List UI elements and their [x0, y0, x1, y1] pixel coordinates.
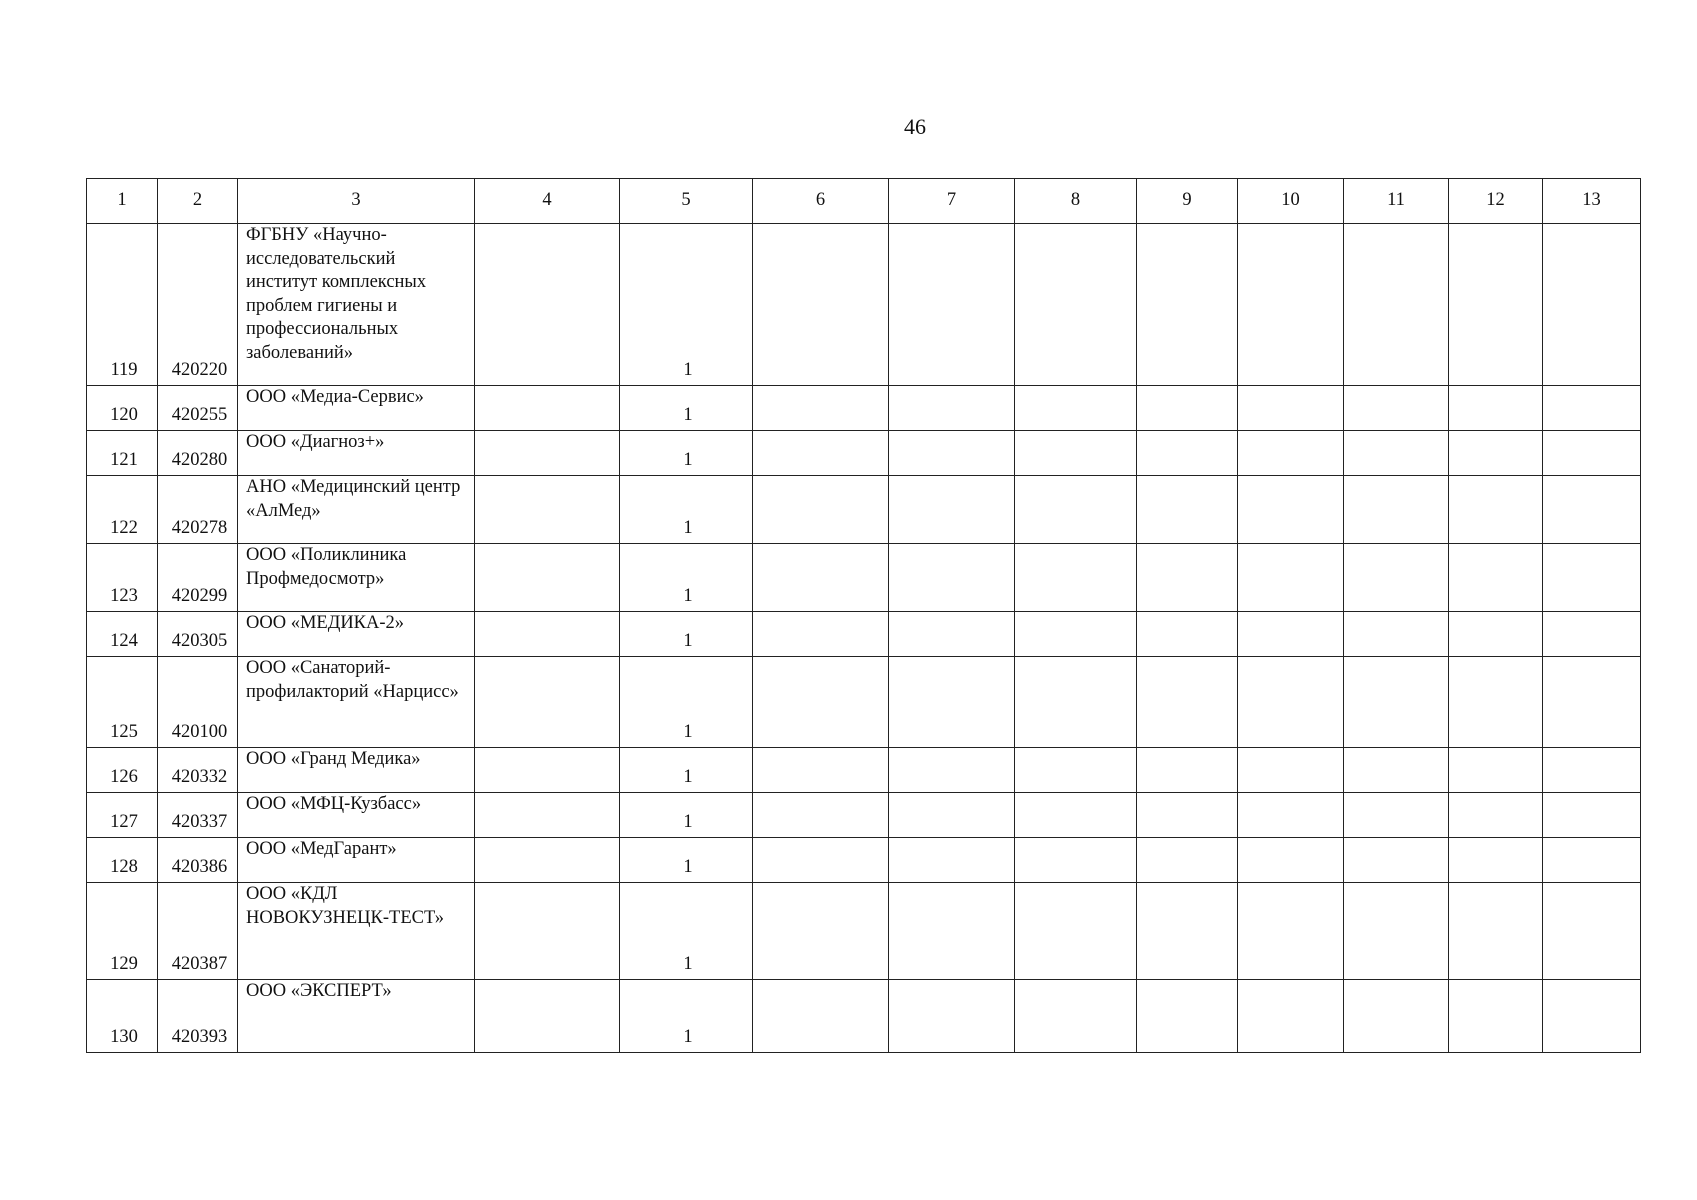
- count-value: 1: [620, 476, 753, 544]
- empty-cell: [889, 224, 1015, 386]
- count-value: 1: [620, 793, 753, 838]
- org-name: ООО «Санаторий-профилакторий «Нарцисс»: [238, 657, 475, 748]
- org-code: 420100: [158, 657, 238, 748]
- column-header: 8: [1015, 179, 1137, 224]
- empty-cell: [1015, 476, 1137, 544]
- empty-cell: [475, 980, 620, 1053]
- org-code: 420386: [158, 838, 238, 883]
- empty-cell: [1543, 476, 1641, 544]
- row-number: 128: [87, 838, 158, 883]
- empty-cell: [1015, 980, 1137, 1053]
- table-row: [87, 657, 1641, 748]
- empty-cell: [1449, 793, 1543, 838]
- org-code: 420220: [158, 224, 238, 386]
- empty-cell: [1344, 980, 1449, 1053]
- row-number: 129: [87, 883, 158, 980]
- table-row: [87, 476, 1641, 544]
- table-row: [87, 544, 1641, 612]
- empty-cell: [1543, 838, 1641, 883]
- empty-cell: [889, 431, 1015, 476]
- org-name: ООО «Поликлиника Профмедосмотр»: [238, 544, 475, 612]
- org-name: ООО «КДЛ НОВОКУЗНЕЦК-ТЕСТ»: [238, 883, 475, 980]
- table-header-row: [87, 179, 1641, 224]
- count-value: 1: [620, 657, 753, 748]
- org-name: ООО «Медиа-Сервис»: [238, 386, 475, 431]
- row-number: 130: [87, 980, 158, 1053]
- empty-cell: [753, 980, 889, 1053]
- column-header: 11: [1344, 179, 1449, 224]
- org-name: ООО «ЭКСПЕРТ»: [238, 980, 475, 1053]
- empty-cell: [753, 612, 889, 657]
- empty-cell: [1449, 748, 1543, 793]
- column-header: 13: [1543, 179, 1641, 224]
- org-name: ООО «МЕДИКА-2»: [238, 612, 475, 657]
- empty-cell: [1137, 431, 1238, 476]
- empty-cell: [889, 748, 1015, 793]
- data-table: [86, 178, 1641, 1053]
- empty-cell: [475, 793, 620, 838]
- empty-cell: [1238, 476, 1344, 544]
- page-number: 46: [904, 114, 926, 139]
- empty-cell: [1543, 431, 1641, 476]
- empty-cell: [1015, 386, 1137, 431]
- row-number: 125: [87, 657, 158, 748]
- row-number: 126: [87, 748, 158, 793]
- org-code: 420299: [158, 544, 238, 612]
- empty-cell: [1015, 431, 1137, 476]
- empty-cell: [1344, 748, 1449, 793]
- empty-cell: [1015, 224, 1137, 386]
- empty-cell: [1344, 657, 1449, 748]
- empty-cell: [1449, 386, 1543, 431]
- empty-cell: [475, 224, 620, 386]
- count-value: 1: [620, 224, 753, 386]
- table-row: [87, 980, 1641, 1053]
- empty-cell: [889, 476, 1015, 544]
- org-name: ООО «МФЦ-Кузбасс»: [238, 793, 475, 838]
- empty-cell: [1015, 793, 1137, 838]
- column-header: 5: [620, 179, 753, 224]
- table-row: [87, 386, 1641, 431]
- empty-cell: [1543, 883, 1641, 980]
- org-name: ФГБНУ «Научно-исследовательский институт комплексных проблем гигиены и профессиональных заболеваний»: [238, 224, 475, 386]
- row-number: 119: [87, 224, 158, 386]
- org-code: 420278: [158, 476, 238, 544]
- org-name: АНО «Медицинский центр «АлМед»: [238, 476, 475, 544]
- empty-cell: [1137, 980, 1238, 1053]
- empty-cell: [1344, 544, 1449, 612]
- empty-cell: [475, 748, 620, 793]
- empty-cell: [1543, 657, 1641, 748]
- empty-cell: [1137, 793, 1238, 838]
- org-code: 420305: [158, 612, 238, 657]
- empty-cell: [1449, 838, 1543, 883]
- empty-cell: [1137, 386, 1238, 431]
- column-header: 1: [87, 179, 158, 224]
- table-row: [87, 883, 1641, 980]
- org-code: 420337: [158, 793, 238, 838]
- empty-cell: [889, 883, 1015, 980]
- row-number: 123: [87, 544, 158, 612]
- empty-cell: [1137, 748, 1238, 793]
- empty-cell: [1543, 793, 1641, 838]
- empty-cell: [753, 476, 889, 544]
- empty-cell: [1238, 980, 1344, 1053]
- empty-cell: [1449, 476, 1543, 544]
- empty-cell: [1015, 883, 1137, 980]
- empty-cell: [475, 883, 620, 980]
- empty-cell: [753, 544, 889, 612]
- empty-cell: [1344, 883, 1449, 980]
- empty-cell: [753, 748, 889, 793]
- count-value: 1: [620, 386, 753, 431]
- empty-cell: [1238, 838, 1344, 883]
- empty-cell: [1137, 476, 1238, 544]
- empty-cell: [1238, 612, 1344, 657]
- empty-cell: [1344, 838, 1449, 883]
- count-value: 1: [620, 883, 753, 980]
- empty-cell: [889, 544, 1015, 612]
- empty-cell: [753, 838, 889, 883]
- empty-cell: [1015, 612, 1137, 657]
- table-row: [87, 224, 1641, 386]
- empty-cell: [753, 224, 889, 386]
- empty-cell: [1238, 657, 1344, 748]
- empty-cell: [1449, 224, 1543, 386]
- count-value: 1: [620, 748, 753, 793]
- count-value: 1: [620, 980, 753, 1053]
- empty-cell: [1238, 544, 1344, 612]
- org-name: ООО «Гранд Медика»: [238, 748, 475, 793]
- empty-cell: [1238, 224, 1344, 386]
- empty-cell: [1344, 476, 1449, 544]
- empty-cell: [1238, 431, 1344, 476]
- column-header: 6: [753, 179, 889, 224]
- empty-cell: [889, 612, 1015, 657]
- empty-cell: [1543, 980, 1641, 1053]
- empty-cell: [753, 883, 889, 980]
- empty-cell: [1238, 748, 1344, 793]
- empty-cell: [1344, 431, 1449, 476]
- empty-cell: [1449, 657, 1543, 748]
- empty-cell: [889, 980, 1015, 1053]
- table-row: [87, 793, 1641, 838]
- empty-cell: [1137, 657, 1238, 748]
- empty-cell: [475, 612, 620, 657]
- empty-cell: [889, 657, 1015, 748]
- empty-cell: [1449, 544, 1543, 612]
- empty-cell: [1449, 980, 1543, 1053]
- org-code: 420387: [158, 883, 238, 980]
- column-header: 2: [158, 179, 238, 224]
- column-header: 4: [475, 179, 620, 224]
- empty-cell: [889, 838, 1015, 883]
- empty-cell: [1344, 224, 1449, 386]
- empty-cell: [1238, 386, 1344, 431]
- empty-cell: [1344, 386, 1449, 431]
- row-number: 121: [87, 431, 158, 476]
- empty-cell: [1015, 748, 1137, 793]
- empty-cell: [753, 793, 889, 838]
- table-row: [87, 748, 1641, 793]
- empty-cell: [753, 657, 889, 748]
- row-number: 124: [87, 612, 158, 657]
- empty-cell: [1449, 431, 1543, 476]
- empty-cell: [889, 793, 1015, 838]
- table-row: [87, 838, 1641, 883]
- empty-cell: [1137, 838, 1238, 883]
- empty-cell: [753, 431, 889, 476]
- table-row: [87, 431, 1641, 476]
- org-name: ООО «Диагноз+»: [238, 431, 475, 476]
- row-number: 120: [87, 386, 158, 431]
- empty-cell: [1137, 883, 1238, 980]
- empty-cell: [475, 386, 620, 431]
- empty-cell: [1137, 612, 1238, 657]
- empty-cell: [1344, 793, 1449, 838]
- column-header: 10: [1238, 179, 1344, 224]
- count-value: 1: [620, 612, 753, 657]
- empty-cell: [1449, 612, 1543, 657]
- empty-cell: [475, 544, 620, 612]
- empty-cell: [1543, 224, 1641, 386]
- empty-cell: [1344, 612, 1449, 657]
- row-number: 122: [87, 476, 158, 544]
- empty-cell: [475, 657, 620, 748]
- empty-cell: [1015, 838, 1137, 883]
- empty-cell: [475, 476, 620, 544]
- table-row: [87, 612, 1641, 657]
- empty-cell: [1543, 748, 1641, 793]
- count-value: 1: [620, 838, 753, 883]
- column-header: 9: [1137, 179, 1238, 224]
- org-code: 420255: [158, 386, 238, 431]
- org-code: 420332: [158, 748, 238, 793]
- empty-cell: [1015, 544, 1137, 612]
- empty-cell: [889, 386, 1015, 431]
- empty-cell: [1449, 883, 1543, 980]
- empty-cell: [1238, 883, 1344, 980]
- empty-cell: [1137, 224, 1238, 386]
- empty-cell: [1015, 657, 1137, 748]
- row-number: 127: [87, 793, 158, 838]
- empty-cell: [1543, 386, 1641, 431]
- org-name: ООО «МедГарант»: [238, 838, 475, 883]
- count-value: 1: [620, 544, 753, 612]
- empty-cell: [1543, 544, 1641, 612]
- column-header: 12: [1449, 179, 1543, 224]
- empty-cell: [753, 386, 889, 431]
- empty-cell: [475, 431, 620, 476]
- count-value: 1: [620, 431, 753, 476]
- org-code: 420280: [158, 431, 238, 476]
- empty-cell: [1238, 793, 1344, 838]
- empty-cell: [1137, 544, 1238, 612]
- org-code: 420393: [158, 980, 238, 1053]
- column-header: 7: [889, 179, 1015, 224]
- empty-cell: [475, 838, 620, 883]
- empty-cell: [1543, 612, 1641, 657]
- column-header: 3: [238, 179, 475, 224]
